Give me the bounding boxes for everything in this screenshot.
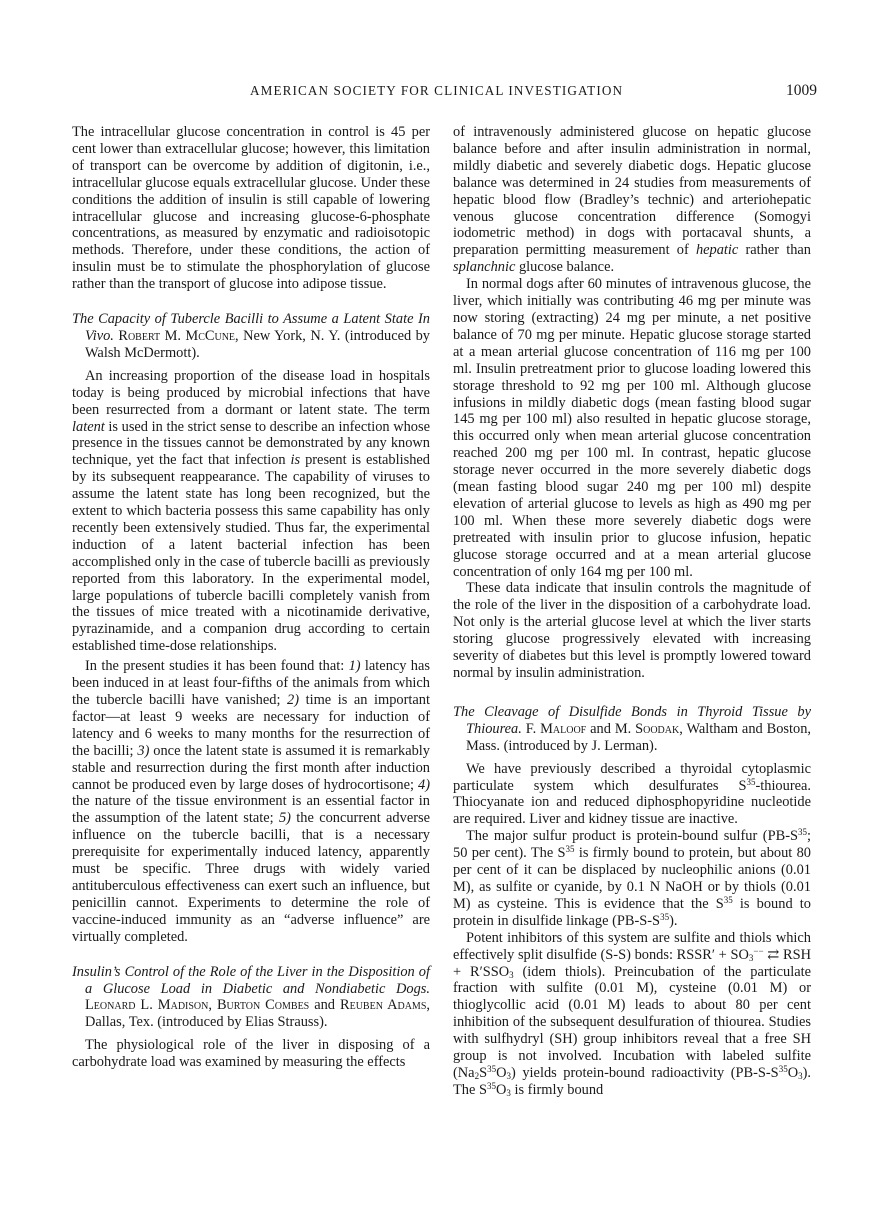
abstract-authors: Reuben Adams xyxy=(339,997,427,1014)
body-paragraph: The major sulfur product is protein-bound sulfur ($PB-S^{35}$; 50 per cent). The $S^{35}$ is firmly bound to protein, but about 80 per cent of it can be displaced by nucleophilic anions (0.01 M), as sulfite or cyanide, by 0.1 N NaOH or by thiols (0.01 M) as cysteine. This is evidence that the $S^{35}$ is bound to protein in disulfide linkage $(PB-S-S^{35})$. xyxy=(453,827,811,929)
abstract-authors: M. Soodak xyxy=(614,720,680,737)
abstract-affiliation: , New York, N. Y. (introduced by Walsh McDermott). xyxy=(85,327,430,361)
body-paragraph: We have previously described a thyroidal cytoplasmic particulate system which desulfurates $S^{35}$-thiourea. Thiocyanate ion and reduced diphosphopyridine nucleotide are required. Liver and kidney tissue are inactive. xyxy=(453,760,811,828)
body-paragraph: In the present studies it has been found that: 1) latency has been induced in at least four-fifths of the animals from which the tubercle bacilli have vanished; 2) time is an important factor—at least 9 weeks are necessary for induction of latency and 6 weeks to many months for the resurrection of the bacilli; 3) once the latent state is assumed it is remarkably stable and resurrection during the first month after induction cannot be produced even by large doses of hydrocortisone; 4) the nature of the tissue environment is an essential factor in the assumption of the latent state; 5) the concurrent adverse influence on the tubercle bacilli, that is a necessary prerequisite for experimentally induced latency, apparently must be specific. Three drugs with widely varied antituberculous effectiveness can exert such an influence, but penicillin cannot. Experiments to determine the role of vaccine-induced immunity as an “adverse influence” are virtually completed. xyxy=(72,658,430,945)
body-paragraph: These data indicate that insulin controls the magnitude of the role of the liver in the disposition of a carbohydrate load. Not only is the arterial glucose level at which the liver starts storing glucose progressively elevated with increasing severity of diabetes but this level is promptly lowered toward normal by insulin administration. xyxy=(453,580,811,681)
abstract-title: Insulin’s Control of the Role of the Liver in the Disposition of a Glucose Load in Diabetic and Nondiabetic Dogs. xyxy=(72,963,430,997)
abstract-title: The Cleavage of Disulfide Bonds in Thyroid Tissue by Thiourea. xyxy=(453,703,811,737)
abstract-affiliation: , Waltham and Boston, Mass. (introduced by J. Lerman). xyxy=(466,720,811,754)
body-paragraph: In normal dogs after 60 minutes of intravenous glucose, the liver, which initially was contributing 46 mg per minute was now storing (extracting) 24 mg per minute, a net positive balance of 70 mg per minute. Hepatic glucose storage started at a mean arterial glucose concentration of 116 mg per 100 ml. Insulin pretreatment prior to glucose loading lowered this storage threshold to 92 mg per 100 ml. Although glucose infusions in mildly diabetic dogs (mean fasting blood sugar 145 mg per 100 ml) also resulted in hepatic glucose storage, this occurred only when mean arterial glucose concentration reached 200 mg per 100 ml. In contrast, hepatic glucose storage never occurred in the more severely diabetic dogs (mean fasting blood sugar 240 mg per 100 ml) despite elevation of arterial glucose to levels as high as 490 mg per 100 ml. When these more severely diabetic dogs were pretreated with insulin prior to glucose infusion, hepatic glucose storage occurred and at a mean arterial glucose concentration of only 164 mg per 100 ml. xyxy=(453,276,811,580)
abstract-authors: Leonard L. Madison, Burton Combes xyxy=(85,997,310,1014)
body-paragraph: The physiological role of the liver in disposing of a carbohydrate load was examined by measuring the effects xyxy=(72,1037,430,1071)
abstract-authors: F. Maloof xyxy=(525,720,587,737)
body-paragraph: An increasing proportion of the disease load in hospitals today is being produced by microbial infections that have been resurrected from a dormant or latent state. The term latent is used in the strict sense to describe an infection whose presence in the tissues cannot be demonstrated by any known technique, yet the fact that infection is present is established by its subsequent reappearance. The capability of viruses to assume the latent state has long been recognized, but the extent to which bacteria possess this same capability has only recently been extensively studied. Thus far, the experimental induction of a latent bacterial infection has been accomplished only in the case of tubercle bacilli as previously reported from this laboratory. In the experimental model, large populations of tubercle bacilli completely vanish from the tissues of mice treated with a nicotinamide derivative, pyrazinamide, and a companion drug according to certain established time-dose relationships. xyxy=(72,367,431,655)
body-paragraph: Potent inhibitors of this system are sulfite and thiols which effectively split disulfide (S-S) bonds: RSSR′ + $SO_3^{--}$ ⇄ RSH + $R'SSO_3$ (idem thiols). Preincubation of the particulate fraction with sulfite (0.01 M), cysteine (0.01 M) or thioglycollic acid (0.01 M) leads to about 80 per cent inhibition of the subsequent desulfuration of thiourea. Studies with sulfhydryl (SH) group inhibitors reveal that a free SH group is not involved. Incubation with labeled sulfite $(Na_2S^{35}O_3)$ yields protein-bound radioactivity $(PB-S-S^{35}O_3)$. The $S^{35}O_3$ is firmly bound xyxy=(453,929,812,1098)
equilibrium-arrow-icon: ⇄ xyxy=(763,946,783,963)
continued-paragraph: The intracellular glucose concentration in control is 45 per cent lower than extracellular glucose; however, this limitation of transport can be overcome by addition of digitonin, i.e., intracellular glucose equals extracellular glucose. Under these conditions the addition of insulin is still capable of lowering intracellular glucose and increasing glucose-6-phosphate concentrations, as measured by enzymatic and radioisotopic methods. Therefore, under these conditions, the action of insulin must be to stimulate the phosphorylation of glucose rather than the transport of glucose into adipose tissue. xyxy=(72,124,430,293)
abstract-heading-tubercle xyxy=(72,311,430,362)
right-column xyxy=(453,124,811,1099)
abstract-title: The Capacity of Tubercle Bacilli to Assume a Latent State In Vivo. xyxy=(72,311,430,344)
page-number: 1009 xyxy=(786,82,817,99)
abstract-heading-disulfide: The Cleavage of Disulfide Bonds in Thyroid Tissue by Thiourea. F. Maloof and M. Soodak, Waltham and Boston, Mass. (introduced by J. Lerman). xyxy=(453,703,811,754)
running-head xyxy=(72,83,817,103)
abstract-affiliation: , Dallas, Tex. (introduced by Elias Strauss). xyxy=(85,997,430,1031)
left-column xyxy=(72,124,430,1071)
body-paragraph: of intravenously administered glucose on hepatic glucose balance before and after insulin administration in normal, mildly diabetic and severely diabetic dogs. Hepatic glucose balance was determined in 24 studies from measurements of hepatic blood flow (Bradley’s technic) and arteriohepatic venous glucose concentration difference (Somogyi iodometric method) in dogs with portacaval shunts, a preparation permitting measurement of hepatic rather than splanchnic glucose balance. xyxy=(453,124,811,276)
abstract-authors: Robert M. McCune xyxy=(118,327,236,344)
abstract-heading-insulin-liver: Insulin’s Control of the Role of the Liver in the Disposition of a Glucose Load in Diabetic and Nondiabetic Dogs. Leonard L. Madison, Burton Combes and Reuben Adams, Dallas, Tex. (introduced by Elias Strauss). xyxy=(72,963,430,1031)
journal-running-title: AMERICAN SOCIETY FOR CLINICAL INVESTIGATION xyxy=(250,83,624,98)
